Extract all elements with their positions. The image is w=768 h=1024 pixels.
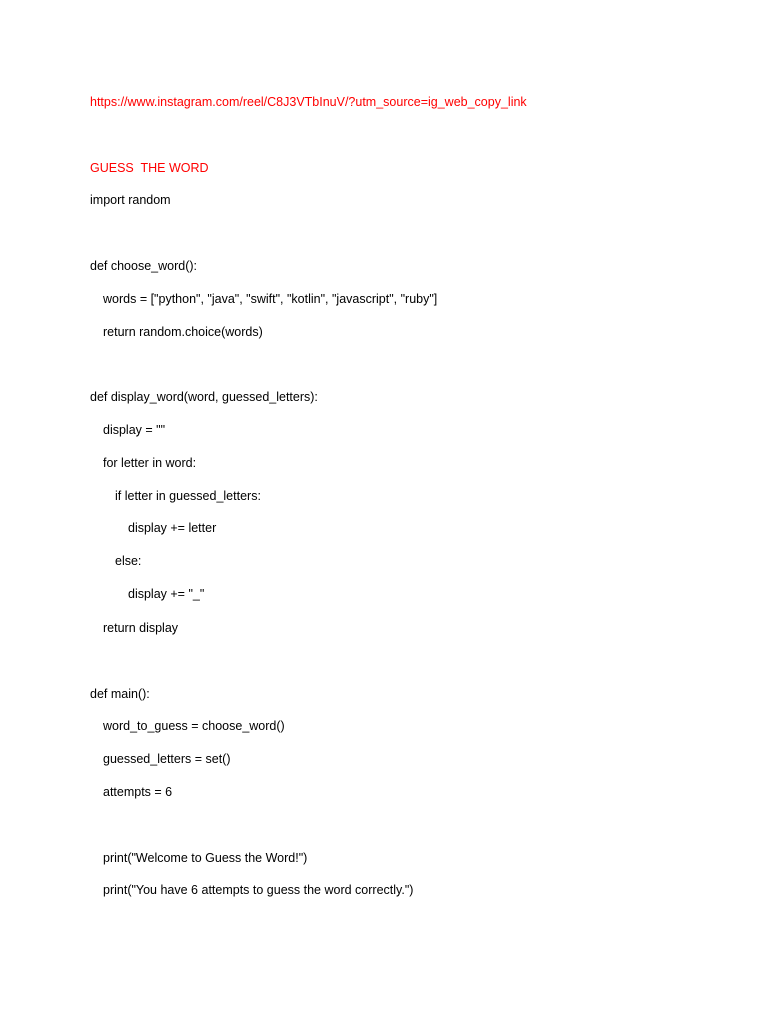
code-line: return random.choice(words) [103,325,263,339]
code-line: return display [103,621,179,635]
code-line: display = "" [103,423,166,437]
code-line: guessed_letters = set() [103,752,231,766]
code-line: print("Welcome to Guess the Word!") [103,851,308,865]
code-line: def display_word(word, guessed_letters): [90,390,318,404]
code-line: else: [115,554,142,568]
instagram-link[interactable]: https://www.instagram.com/reel/C8J3VTbInuV/?utm_source=ig_web_copy_link [90,95,527,109]
code-line: if letter in guessed_letters: [115,489,261,503]
code-line: def main(): [90,687,150,701]
code-line: for letter in word: [103,456,197,470]
code-line: print("You have 6 attempts to guess the word correctly.") [103,883,414,897]
code-line: display += letter [128,521,217,535]
document-heading: GUESS THE WORD [90,161,209,175]
code-line: word_to_guess = choose_word() [103,719,285,733]
code-line: attempts = 6 [103,785,173,799]
code-line: display += "_" [128,587,205,601]
code-line: import random [90,193,171,207]
code-line: def choose_word(): [90,259,198,273]
code-line: words = ["python", "java", "swift", "kotlin", "javascript", "ruby"] [103,292,438,306]
